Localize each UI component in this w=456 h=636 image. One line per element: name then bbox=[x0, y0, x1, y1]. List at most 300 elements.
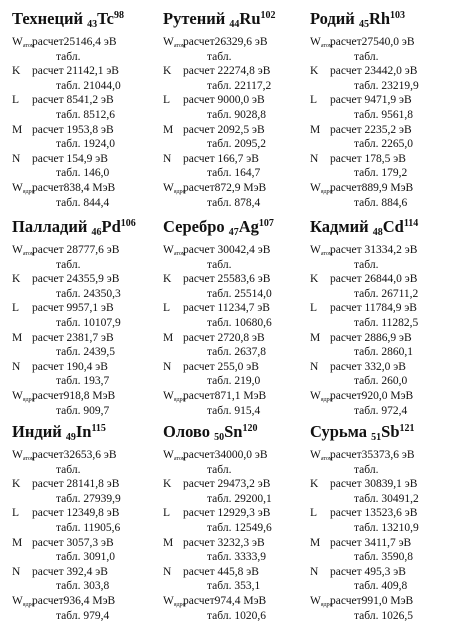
n-shell-label-text: N bbox=[12, 565, 21, 578]
atomic-number: 51 bbox=[371, 432, 382, 443]
w-atom-calc-row bbox=[310, 448, 456, 463]
l-shell-label-text: L bbox=[163, 94, 171, 107]
k-shell-calc-value: расчет 30839,1 эВ bbox=[330, 478, 418, 491]
w-atom-label-text: W bbox=[310, 244, 321, 256]
w-atom-label-sub: атом bbox=[22, 251, 35, 257]
element-symbol: Tc bbox=[97, 9, 114, 28]
n-shell-calc-value: расчет 332,0 эВ bbox=[330, 360, 406, 373]
k-shell-label bbox=[163, 64, 171, 79]
w-atom-calc-value: расчет 28777,6 эВ bbox=[32, 244, 120, 256]
k-shell-calc-value: расчет 26844,0 эВ bbox=[330, 273, 418, 286]
l-shell-tabl-value: табл. 11282,5 bbox=[354, 316, 419, 329]
k-shell-calc-row bbox=[12, 64, 158, 79]
w-atom-label-sub: атом bbox=[22, 456, 35, 462]
w-atom-calc-value: расчет26329,6 эВ bbox=[183, 36, 268, 48]
m-shell-tabl-row bbox=[163, 345, 309, 360]
n-shell-label-text: N bbox=[310, 152, 319, 165]
m-shell-label bbox=[12, 123, 22, 138]
element-block bbox=[163, 6, 309, 210]
w-core-tabl-row bbox=[163, 609, 309, 624]
mass-number: 98 bbox=[113, 10, 124, 21]
m-shell-tabl-row bbox=[12, 550, 158, 565]
element-title bbox=[163, 6, 309, 35]
k-shell-label-text: K bbox=[310, 478, 319, 491]
l-shell-tabl-row bbox=[310, 316, 456, 331]
l-shell-label bbox=[310, 506, 317, 521]
element-symbol: Sb bbox=[381, 422, 400, 441]
mass-number: 115 bbox=[91, 423, 106, 434]
w-core-label-text: W bbox=[12, 389, 23, 402]
w-atom-calc-row bbox=[12, 35, 158, 50]
w-core-calc-row bbox=[12, 389, 158, 404]
w-core-tabl-row bbox=[163, 196, 309, 211]
m-shell-tabl-value: табл. 2439,5 bbox=[56, 346, 115, 359]
l-shell-tabl-value: табл. 10680,6 bbox=[207, 316, 272, 329]
w-atom-calc-value: расчет27540,0 эВ bbox=[330, 36, 415, 48]
n-shell-calc-value: расчет 445,8 эВ bbox=[183, 565, 259, 578]
w-core-tabl-value: табл. 1026,5 bbox=[354, 609, 413, 622]
k-shell-label bbox=[163, 272, 171, 287]
w-core-calc-value: расчет974,4 МэВ bbox=[183, 594, 267, 607]
n-shell-label bbox=[163, 152, 171, 167]
w-atom-label-text: W bbox=[310, 449, 321, 461]
w-core-calc-value: расчет872,9 МэВ bbox=[183, 181, 267, 194]
k-shell-label-text: K bbox=[12, 273, 21, 286]
w-atom-label-sub: атом bbox=[173, 43, 186, 49]
l-shell-tabl-value: табл. 9028,8 bbox=[207, 108, 266, 121]
n-shell-calc-value: расчет 255,0 эВ bbox=[183, 360, 259, 373]
n-shell-label-text: N bbox=[310, 360, 319, 373]
w-core-tabl-value: табл. 884,6 bbox=[354, 196, 408, 209]
l-shell-tabl-row bbox=[12, 521, 158, 536]
m-shell-tabl-value: табл. 3333,9 bbox=[207, 551, 266, 564]
k-shell-tabl-row bbox=[12, 492, 158, 507]
m-shell-label-text: M bbox=[310, 123, 321, 136]
n-shell-calc-row bbox=[310, 152, 456, 167]
k-shell-calc-value: расчет 23442,0 эВ bbox=[330, 65, 418, 78]
m-shell-tabl-value: табл. 2095,2 bbox=[207, 138, 266, 151]
k-shell-tabl-value: табл. 24350,3 bbox=[56, 287, 121, 300]
m-shell-calc-value: расчет 3411,7 эВ bbox=[330, 536, 412, 549]
element-title bbox=[310, 6, 456, 35]
w-core-tabl-value: табл. 878,4 bbox=[207, 196, 261, 209]
w-core-label-text: W bbox=[163, 594, 174, 607]
atomic-number: 47 bbox=[228, 227, 239, 238]
n-shell-label-text: N bbox=[163, 360, 172, 373]
n-shell-calc-value: расчет 392,4 эВ bbox=[32, 565, 108, 578]
k-shell-label-text: K bbox=[12, 65, 21, 78]
w-core-tabl-value: табл. 979,4 bbox=[56, 609, 110, 622]
k-shell-calc-value: расчет 29473,2 эВ bbox=[183, 478, 271, 491]
n-shell-label-text: N bbox=[310, 565, 319, 578]
element-name: Олово bbox=[163, 422, 210, 441]
n-shell-label bbox=[12, 565, 20, 580]
w-core-calc-value: расчет920,0 МэВ bbox=[330, 389, 414, 402]
m-shell-label-text: M bbox=[310, 536, 321, 549]
w-atom-tabl-value: табл. bbox=[354, 258, 379, 271]
m-shell-calc-value: расчет 3232,3 эВ bbox=[183, 536, 265, 549]
m-shell-label-text: M bbox=[310, 331, 321, 344]
k-shell-tabl-row bbox=[163, 79, 309, 94]
w-atom-calc-row bbox=[163, 243, 309, 258]
m-shell-tabl-row bbox=[12, 137, 158, 152]
element-symbol: Sn bbox=[224, 422, 243, 441]
n-shell-label bbox=[163, 565, 171, 580]
n-shell-tabl-row bbox=[310, 579, 456, 594]
w-core-calc-row bbox=[163, 181, 309, 196]
m-shell-calc-row bbox=[163, 123, 309, 138]
m-shell-tabl-value: табл. 2637,8 bbox=[207, 346, 266, 359]
l-shell-calc-row bbox=[163, 93, 309, 108]
l-shell-calc-row bbox=[12, 93, 158, 108]
w-atom-label-sub: атом bbox=[320, 456, 333, 462]
w-core-label-text: W bbox=[310, 389, 321, 402]
l-shell-calc-value: расчет 11784,9 эВ bbox=[330, 302, 417, 315]
w-core-label-sub: ядро bbox=[22, 396, 35, 403]
element-name: Сурьма bbox=[310, 422, 368, 441]
l-shell-tabl-value: табл. 11905,6 bbox=[56, 521, 121, 534]
k-shell-label bbox=[310, 64, 318, 79]
m-shell-calc-row bbox=[12, 123, 158, 138]
l-shell-tabl-row bbox=[163, 316, 309, 331]
m-shell-label bbox=[163, 536, 173, 551]
n-shell-calc-row bbox=[163, 152, 309, 167]
atomic-number: 43 bbox=[87, 19, 98, 30]
m-shell-calc-row bbox=[12, 536, 158, 551]
m-shell-label-text: M bbox=[163, 123, 174, 136]
element-symbol: Ag bbox=[238, 217, 259, 236]
m-shell-calc-row bbox=[163, 331, 309, 346]
l-shell-calc-row bbox=[12, 301, 158, 316]
l-shell-tabl-row bbox=[163, 108, 309, 123]
k-shell-label bbox=[163, 477, 171, 492]
n-shell-calc-value: расчет 178,5 эВ bbox=[330, 152, 406, 165]
element-block bbox=[310, 214, 456, 418]
l-shell-label-text: L bbox=[12, 94, 20, 107]
w-core-calc-row bbox=[310, 594, 456, 609]
k-shell-calc-row bbox=[12, 272, 158, 287]
k-shell-calc-value: расчет 21142,1 эВ bbox=[32, 65, 119, 78]
element-symbol: Pd bbox=[101, 217, 121, 236]
k-shell-tabl-row bbox=[310, 287, 456, 302]
w-core-calc-value: расчет918,8 МэВ bbox=[32, 389, 116, 402]
n-shell-label bbox=[310, 565, 318, 580]
k-shell-calc-value: расчет 24355,9 эВ bbox=[32, 273, 120, 286]
w-atom-calc-value: расчет34000,0 эВ bbox=[183, 449, 268, 461]
w-core-calc-value: расчет889,9 МэВ bbox=[330, 181, 414, 194]
k-shell-calc-row bbox=[310, 64, 456, 79]
l-shell-calc-row bbox=[310, 506, 456, 521]
w-core-tabl-value: табл. 915,4 bbox=[207, 404, 261, 417]
l-shell-tabl-value: табл. 9561,8 bbox=[354, 108, 413, 121]
w-atom-tabl-value: табл. bbox=[56, 50, 81, 63]
element-title bbox=[310, 419, 456, 448]
k-shell-label-text: K bbox=[163, 65, 172, 78]
k-shell-label bbox=[12, 64, 20, 79]
l-shell-label bbox=[310, 301, 317, 316]
w-atom-tabl-value: табл. bbox=[207, 258, 232, 271]
k-shell-tabl-row bbox=[163, 287, 309, 302]
k-shell-calc-row bbox=[163, 272, 309, 287]
n-shell-tabl-value: табл. 164,7 bbox=[207, 167, 261, 180]
k-shell-label-text: K bbox=[310, 65, 319, 78]
w-atom-label-sub: атом bbox=[173, 456, 186, 462]
w-atom-label-text: W bbox=[163, 36, 174, 48]
m-shell-tabl-row bbox=[310, 345, 456, 360]
w-core-tabl-value: табл. 909,7 bbox=[56, 404, 110, 417]
w-atom-label-text: W bbox=[12, 449, 23, 461]
w-atom-calc-row bbox=[12, 448, 158, 463]
l-shell-label-text: L bbox=[163, 507, 171, 520]
m-shell-label bbox=[310, 331, 320, 346]
l-shell-label-text: L bbox=[310, 302, 318, 315]
m-shell-tabl-value: табл. 3590,8 bbox=[354, 551, 413, 564]
k-shell-tabl-row bbox=[310, 79, 456, 94]
k-shell-label bbox=[12, 477, 20, 492]
w-atom-calc-value: расчет32653,6 эВ bbox=[32, 449, 117, 461]
w-core-calc-value: расчет991,0 МэВ bbox=[330, 594, 414, 607]
element-block bbox=[12, 419, 158, 623]
k-shell-calc-value: расчет 28141,8 эВ bbox=[32, 478, 120, 491]
element-symbol: Ru bbox=[239, 9, 261, 28]
l-shell-calc-value: расчет 12929,3 эВ bbox=[183, 507, 271, 520]
n-shell-label-text: N bbox=[12, 360, 21, 373]
element-name: Рутений bbox=[163, 9, 226, 28]
n-shell-tabl-value: табл. 179,2 bbox=[354, 167, 408, 180]
atomic-number: 46 bbox=[91, 227, 102, 238]
m-shell-label-text: M bbox=[163, 331, 174, 344]
w-atom-tabl-row bbox=[12, 463, 158, 478]
w-atom-calc-value: расчет25146,4 эВ bbox=[32, 36, 117, 48]
w-atom-calc-row bbox=[12, 243, 158, 258]
l-shell-label-text: L bbox=[12, 302, 20, 315]
k-shell-calc-row bbox=[163, 477, 309, 492]
m-shell-calc-value: расчет 2381,7 эВ bbox=[32, 331, 114, 344]
k-shell-label bbox=[310, 477, 318, 492]
k-shell-tabl-value: табл. 21044,0 bbox=[56, 79, 121, 92]
mass-number: 121 bbox=[399, 423, 415, 434]
l-shell-label bbox=[163, 506, 170, 521]
m-shell-label bbox=[310, 536, 320, 551]
m-shell-calc-value: расчет 3057,3 эВ bbox=[32, 536, 114, 549]
l-shell-calc-value: расчет 9957,1 эВ bbox=[32, 302, 114, 315]
n-shell-label-text: N bbox=[12, 152, 21, 165]
element-symbol: Rh bbox=[368, 9, 391, 28]
l-shell-label bbox=[12, 301, 19, 316]
k-shell-label-text: K bbox=[12, 478, 21, 491]
k-shell-calc-row bbox=[12, 477, 158, 492]
mass-number: 103 bbox=[390, 10, 406, 21]
w-atom-tabl-value: табл. bbox=[354, 50, 379, 63]
element-title bbox=[310, 214, 456, 243]
l-shell-tabl-row bbox=[12, 108, 158, 123]
l-shell-tabl-row bbox=[310, 521, 456, 536]
element-symbol: Cd bbox=[382, 217, 404, 236]
l-shell-tabl-value: табл. 12549,6 bbox=[207, 521, 272, 534]
w-core-tabl-value: табл. 972,4 bbox=[354, 404, 408, 417]
l-shell-label bbox=[310, 93, 317, 108]
k-shell-label-text: K bbox=[163, 478, 172, 491]
k-shell-tabl-value: табл. 25514,0 bbox=[207, 287, 272, 300]
k-shell-tabl-value: табл. 29200,1 bbox=[207, 492, 272, 505]
w-atom-label-text: W bbox=[163, 449, 174, 461]
m-shell-tabl-value: табл. 2860,1 bbox=[354, 346, 413, 359]
w-core-calc-value: расчет936,4 МэВ bbox=[32, 594, 116, 607]
w-atom-label-sub: атом bbox=[22, 43, 35, 49]
w-core-label-sub: ядро bbox=[173, 396, 186, 403]
w-atom-tabl-value: табл. bbox=[207, 463, 232, 476]
n-shell-calc-value: расчет 154,9 эВ bbox=[32, 152, 108, 165]
w-core-label-text: W bbox=[310, 594, 321, 607]
element-name: Индий bbox=[12, 422, 62, 441]
w-atom-calc-value: расчет35373,6 эВ bbox=[330, 449, 415, 461]
w-atom-calc-value: расчет 30042,4 эВ bbox=[183, 244, 271, 256]
n-shell-calc-row bbox=[12, 360, 158, 375]
element-name: Серебро bbox=[163, 217, 225, 236]
l-shell-calc-value: расчет 12349,8 эВ bbox=[32, 507, 120, 520]
m-shell-label bbox=[12, 536, 22, 551]
l-shell-calc-value: расчет 13523,6 эВ bbox=[330, 507, 418, 520]
element-block bbox=[12, 214, 158, 418]
k-shell-label-text: K bbox=[310, 273, 319, 286]
element-name: Технеций bbox=[12, 9, 83, 28]
l-shell-calc-row bbox=[310, 93, 456, 108]
m-shell-calc-row bbox=[12, 331, 158, 346]
l-shell-tabl-row bbox=[163, 521, 309, 536]
l-shell-calc-row bbox=[163, 301, 309, 316]
element-name: Кадмий bbox=[310, 217, 369, 236]
w-atom-calc-value: расчет 31334,2 эВ bbox=[330, 244, 418, 256]
w-core-label-sub: ядро bbox=[320, 601, 333, 608]
m-shell-tabl-row bbox=[163, 137, 309, 152]
m-shell-label-text: M bbox=[12, 123, 23, 136]
l-shell-tabl-value: табл. 8512,6 bbox=[56, 108, 115, 121]
mass-number: 107 bbox=[258, 218, 274, 229]
w-core-label-text: W bbox=[12, 181, 23, 194]
w-core-calc-row bbox=[163, 389, 309, 404]
n-shell-tabl-row bbox=[12, 374, 158, 389]
w-atom-label-sub: атом bbox=[320, 43, 333, 49]
w-atom-calc-row bbox=[310, 35, 456, 50]
m-shell-calc-value: расчет 2720,8 эВ bbox=[183, 331, 265, 344]
m-shell-tabl-row bbox=[310, 137, 456, 152]
k-shell-label bbox=[12, 272, 20, 287]
n-shell-tabl-row bbox=[163, 374, 309, 389]
m-shell-calc-value: расчет 2886,9 эВ bbox=[330, 331, 412, 344]
n-shell-tabl-value: табл. 193,7 bbox=[56, 375, 110, 388]
w-atom-tabl-row bbox=[12, 50, 158, 65]
m-shell-label bbox=[12, 331, 22, 346]
l-shell-label bbox=[163, 301, 170, 316]
m-shell-calc-row bbox=[310, 123, 456, 138]
w-atom-tabl-row bbox=[310, 50, 456, 65]
n-shell-label bbox=[310, 152, 318, 167]
n-shell-tabl-value: табл. 146,0 bbox=[56, 167, 110, 180]
k-shell-tabl-value: табл. 23219,9 bbox=[354, 79, 419, 92]
l-shell-tabl-row bbox=[310, 108, 456, 123]
mass-number: 102 bbox=[260, 10, 276, 21]
atomic-number: 50 bbox=[214, 432, 225, 443]
w-core-label-sub: ядро bbox=[320, 188, 333, 195]
k-shell-tabl-row bbox=[12, 287, 158, 302]
k-shell-tabl-value: табл. 27939,9 bbox=[56, 492, 121, 505]
w-atom-label-text: W bbox=[12, 244, 23, 256]
m-shell-tabl-value: табл. 3091,0 bbox=[56, 551, 115, 564]
w-core-label-sub: ядро bbox=[22, 601, 35, 608]
n-shell-label-text: N bbox=[163, 565, 172, 578]
w-core-tabl-row bbox=[163, 404, 309, 419]
l-shell-label bbox=[163, 93, 170, 108]
w-core-label-sub: ядро bbox=[22, 188, 35, 195]
n-shell-calc-row bbox=[12, 565, 158, 580]
w-core-calc-row bbox=[163, 594, 309, 609]
w-atom-label-sub: атом bbox=[173, 251, 186, 257]
w-atom-tabl-row bbox=[163, 258, 309, 273]
n-shell-tabl-value: табл. 219,0 bbox=[207, 375, 261, 388]
m-shell-label-text: M bbox=[163, 536, 174, 549]
m-shell-calc-row bbox=[310, 331, 456, 346]
l-shell-calc-value: расчет 9000,0 эВ bbox=[183, 94, 265, 107]
mass-number: 120 bbox=[242, 423, 258, 434]
k-shell-calc-row bbox=[310, 477, 456, 492]
w-core-label-sub: ядро bbox=[173, 601, 186, 608]
k-shell-tabl-value: табл. 30491,2 bbox=[354, 492, 419, 505]
w-atom-label-text: W bbox=[310, 36, 321, 48]
w-core-tabl-row bbox=[12, 609, 158, 624]
element-block bbox=[12, 6, 158, 210]
m-shell-tabl-row bbox=[12, 345, 158, 360]
m-shell-tabl-value: табл. 2265,0 bbox=[354, 138, 413, 151]
w-core-calc-value: расчет838,4 МэВ bbox=[32, 181, 116, 194]
l-shell-label-text: L bbox=[163, 302, 171, 315]
w-core-label-text: W bbox=[310, 181, 321, 194]
m-shell-tabl-row bbox=[163, 550, 309, 565]
k-shell-tabl-row bbox=[310, 492, 456, 507]
w-atom-tabl-row bbox=[310, 463, 456, 478]
l-shell-label-text: L bbox=[12, 507, 20, 520]
element-block bbox=[310, 6, 456, 210]
atomic-number: 49 bbox=[65, 432, 76, 443]
w-atom-tabl-value: табл. bbox=[56, 258, 81, 271]
w-atom-label-text: W bbox=[163, 244, 174, 256]
l-shell-calc-row bbox=[310, 301, 456, 316]
k-shell-calc-row bbox=[310, 272, 456, 287]
w-core-label-text: W bbox=[12, 594, 23, 607]
w-core-tabl-row bbox=[310, 196, 456, 211]
w-core-calc-row bbox=[310, 181, 456, 196]
w-atom-tabl-row bbox=[310, 258, 456, 273]
w-core-calc-row bbox=[12, 594, 158, 609]
l-shell-calc-value: расчет 9471,9 эВ bbox=[330, 94, 412, 107]
m-shell-tabl-row bbox=[310, 550, 456, 565]
w-core-calc-row bbox=[310, 389, 456, 404]
m-shell-label bbox=[163, 331, 173, 346]
w-core-label-sub: ядро bbox=[320, 396, 333, 403]
m-shell-label bbox=[163, 123, 173, 138]
l-shell-calc-row bbox=[163, 506, 309, 521]
m-shell-label-text: M bbox=[12, 331, 23, 344]
mass-number: 114 bbox=[403, 218, 419, 229]
w-core-calc-value: расчет871,1 МэВ bbox=[183, 389, 267, 402]
k-shell-tabl-value: табл. 26711,2 bbox=[354, 287, 419, 300]
w-atom-tabl-value: табл. bbox=[207, 50, 232, 63]
n-shell-tabl-row bbox=[163, 579, 309, 594]
w-atom-calc-row bbox=[163, 448, 309, 463]
m-shell-calc-value: расчет 2092,5 эВ bbox=[183, 123, 265, 136]
w-core-label-text: W bbox=[163, 389, 174, 402]
n-shell-label-text: N bbox=[163, 152, 172, 165]
w-atom-label-text: W bbox=[12, 36, 23, 48]
